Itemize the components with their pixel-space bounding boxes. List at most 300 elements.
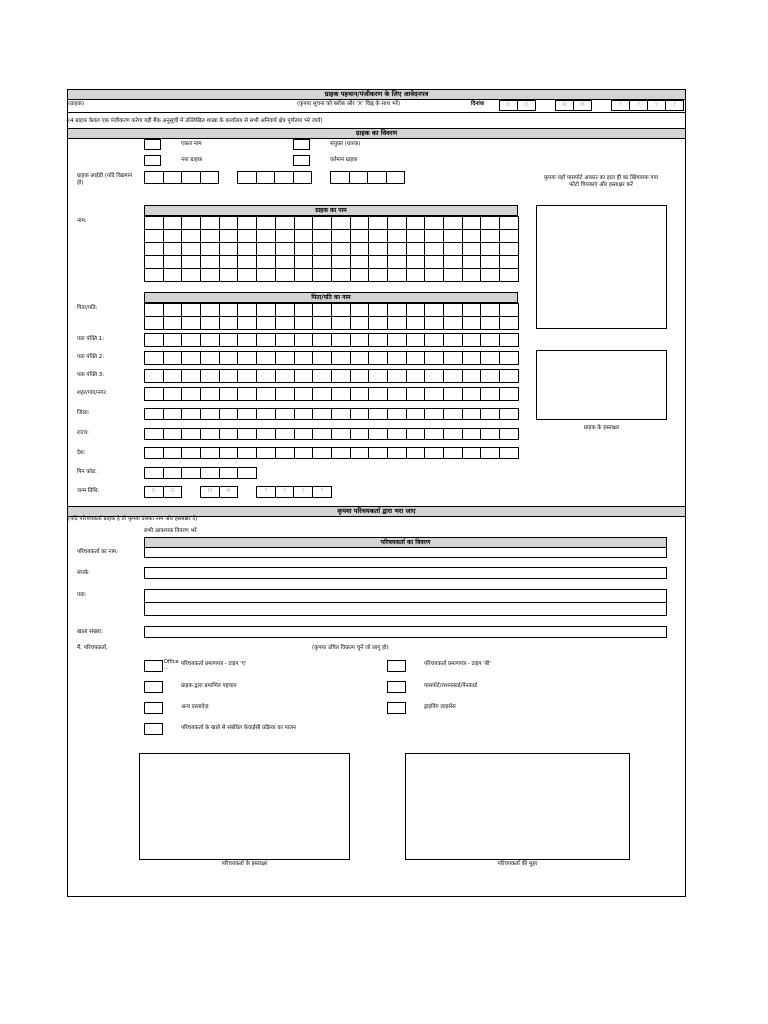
input-box[interactable] [369,352,388,365]
input-box[interactable] [351,409,370,420]
input-box[interactable] [313,269,332,282]
contact-field[interactable] [144,567,667,579]
input-box[interactable] [388,429,407,440]
input-box[interactable]: D [145,487,164,498]
input-box[interactable] [313,334,332,347]
input-box[interactable] [164,370,183,383]
input-box[interactable] [238,352,257,365]
input-box[interactable] [463,388,482,401]
input-box[interactable] [369,370,388,383]
input-box[interactable] [463,429,482,440]
input-box[interactable] [182,230,201,243]
input-box[interactable] [164,269,183,282]
input-box[interactable] [332,317,351,330]
address-line1-boxes[interactable] [144,333,519,347]
input-box[interactable] [164,230,183,243]
input-box[interactable] [481,317,500,330]
input-box[interactable] [276,243,295,256]
input-box[interactable] [444,256,463,269]
input-box[interactable] [388,448,407,459]
signature-box[interactable] [536,350,667,420]
city-boxes[interactable] [144,387,519,401]
input-box[interactable] [295,304,314,317]
input-box[interactable] [201,334,220,347]
input-box[interactable] [220,388,239,401]
input-box[interactable] [295,388,314,401]
input-box[interactable] [295,429,314,440]
father-grid[interactable] [144,303,519,330]
input-box[interactable] [145,388,164,401]
input-box[interactable] [257,352,276,365]
input-box[interactable] [182,370,201,383]
input-box[interactable] [145,217,164,230]
input-box[interactable] [145,370,164,383]
input-box[interactable] [201,230,220,243]
input-box[interactable] [481,334,500,347]
introducer-signature-box[interactable] [139,753,350,860]
input-box[interactable] [257,217,276,230]
input-box[interactable] [313,256,332,269]
existing-customer-checkbox[interactable] [293,155,310,166]
input-box[interactable] [500,243,519,256]
input-box[interactable] [257,370,276,383]
input-box[interactable] [295,217,314,230]
input-box[interactable] [481,370,500,383]
input-box[interactable] [351,304,370,317]
input-box[interactable] [201,256,220,269]
input-box[interactable] [276,334,295,347]
kyc-checkbox[interactable] [144,723,163,735]
input-box[interactable] [481,217,500,230]
input-box[interactable] [257,269,276,282]
input-box[interactable] [332,334,351,347]
input-box[interactable] [313,243,332,256]
input-box[interactable] [425,429,444,440]
input-box[interactable] [238,269,257,282]
input-box[interactable] [369,217,388,230]
input-box[interactable] [257,230,276,243]
input-box[interactable] [220,334,239,347]
input-box[interactable]: Y [648,101,666,111]
input-box[interactable] [463,317,482,330]
input-box[interactable] [276,429,295,440]
input-box[interactable] [351,370,370,383]
input-box[interactable] [444,217,463,230]
input-box[interactable] [407,256,426,269]
input-box[interactable] [444,429,463,440]
input-box[interactable] [425,256,444,269]
input-box[interactable] [407,448,426,459]
other-docs-checkbox[interactable] [144,702,163,714]
single-checkbox[interactable] [144,139,161,150]
input-box[interactable] [388,388,407,401]
input-box[interactable] [444,370,463,383]
input-box[interactable] [276,388,295,401]
input-box[interactable] [500,448,519,459]
input-box[interactable] [201,429,220,440]
input-box[interactable] [313,230,332,243]
input-box[interactable] [425,230,444,243]
input-box[interactable] [332,352,351,365]
input-box[interactable]: D [164,487,183,498]
input-box[interactable] [164,448,183,459]
input-box[interactable] [332,388,351,401]
input-box[interactable] [257,388,276,401]
input-box[interactable] [407,429,426,440]
input-box[interactable] [481,304,500,317]
input-box[interactable] [463,256,482,269]
customer-id-boxes-3[interactable] [330,171,405,184]
input-box[interactable] [407,217,426,230]
input-box[interactable] [444,243,463,256]
input-box[interactable] [463,334,482,347]
input-box[interactable] [182,409,201,420]
input-box[interactable]: M [220,487,239,498]
input-box[interactable] [313,388,332,401]
input-box[interactable] [257,243,276,256]
input-box[interactable] [425,409,444,420]
input-box[interactable]: Y [630,101,648,111]
input-box[interactable] [295,256,314,269]
input-box[interactable]: Y [612,101,630,111]
input-box[interactable] [463,409,482,420]
type-a-checkbox[interactable] [144,660,163,672]
input-box[interactable] [295,317,314,330]
input-box[interactable] [332,256,351,269]
input-box[interactable] [425,352,444,365]
input-box[interactable] [463,243,482,256]
input-box[interactable] [500,304,519,317]
input-box[interactable]: D [500,101,518,111]
input-box[interactable] [500,256,519,269]
input-box[interactable] [145,269,164,282]
input-box[interactable] [295,269,314,282]
input-box[interactable] [220,304,239,317]
input-box[interactable] [351,429,370,440]
input-box[interactable] [425,304,444,317]
district-boxes[interactable] [144,408,519,420]
input-box[interactable]: Y [257,487,276,498]
input-box[interactable] [425,370,444,383]
input-box[interactable] [313,409,332,420]
input-box[interactable] [463,217,482,230]
input-box[interactable] [388,256,407,269]
photo-box[interactable] [536,205,667,329]
input-box[interactable] [164,429,183,440]
input-box[interactable] [164,409,183,420]
input-box[interactable] [351,243,370,256]
input-box[interactable] [313,317,332,330]
input-box[interactable] [145,334,164,347]
input-box[interactable] [201,317,220,330]
introducer-name-field[interactable] [144,547,667,558]
input-box[interactable] [481,448,500,459]
input-box[interactable] [388,269,407,282]
input-box[interactable] [388,334,407,347]
input-box[interactable] [276,370,295,383]
input-box[interactable] [295,334,314,347]
input-box[interactable]: Y [666,101,684,111]
input-box[interactable] [313,370,332,383]
input-box[interactable] [407,388,426,401]
input-box[interactable] [220,256,239,269]
input-box[interactable] [182,269,201,282]
input-box[interactable] [425,269,444,282]
input-box[interactable] [164,388,183,401]
input-box[interactable] [351,334,370,347]
new-customer-checkbox[interactable] [144,155,161,166]
input-box[interactable] [500,370,519,383]
input-box[interactable] [295,243,314,256]
pin-boxes[interactable] [144,467,257,479]
input-box[interactable] [220,409,239,420]
input-box[interactable] [407,317,426,330]
input-box[interactable] [238,243,257,256]
input-box[interactable] [276,304,295,317]
input-box[interactable] [369,256,388,269]
input-box[interactable] [388,317,407,330]
input-box[interactable] [238,304,257,317]
input-box[interactable] [238,334,257,347]
input-box[interactable] [313,352,332,365]
input-box[interactable] [388,230,407,243]
input-box[interactable] [313,448,332,459]
input-box[interactable] [444,269,463,282]
input-box[interactable] [164,317,183,330]
input-box[interactable] [182,352,201,365]
name-grid[interactable] [144,216,519,282]
input-box[interactable] [407,370,426,383]
input-box[interactable] [369,304,388,317]
input-box[interactable] [444,304,463,317]
input-box[interactable] [257,317,276,330]
input-box[interactable] [425,217,444,230]
input-box[interactable] [220,243,239,256]
input-box[interactable] [388,370,407,383]
input-box[interactable] [182,217,201,230]
input-box[interactable] [220,269,239,282]
input-box[interactable] [369,448,388,459]
input-box[interactable] [481,230,500,243]
input-box[interactable] [444,230,463,243]
input-box[interactable] [481,256,500,269]
input-box[interactable] [238,256,257,269]
input-box[interactable] [201,388,220,401]
input-box[interactable] [257,448,276,459]
input-box[interactable] [201,370,220,383]
input-box[interactable] [407,243,426,256]
input-box[interactable] [145,230,164,243]
input-box[interactable] [276,409,295,420]
input-box[interactable] [238,217,257,230]
input-box[interactable] [444,334,463,347]
input-box[interactable] [238,370,257,383]
input-box[interactable]: Y [313,487,332,498]
input-box[interactable]: Y [294,487,313,498]
input-box[interactable] [182,243,201,256]
address-line3-boxes[interactable] [144,369,519,383]
input-box[interactable] [351,448,370,459]
input-box[interactable] [201,448,220,459]
input-box[interactable] [407,352,426,365]
input-box[interactable] [407,334,426,347]
input-box[interactable] [295,352,314,365]
input-box[interactable]: Y [276,487,295,498]
input-box[interactable] [201,304,220,317]
input-box[interactable] [444,388,463,401]
input-box[interactable] [145,409,164,420]
input-box[interactable] [388,304,407,317]
input-box[interactable] [463,370,482,383]
input-box[interactable] [164,256,183,269]
input-box[interactable] [369,409,388,420]
input-box[interactable] [463,230,482,243]
state-boxes[interactable] [144,428,519,440]
input-box[interactable] [295,230,314,243]
input-box[interactable] [351,352,370,365]
input-box[interactable] [351,230,370,243]
input-box[interactable] [276,352,295,365]
input-box[interactable] [463,352,482,365]
input-box[interactable] [351,269,370,282]
input-box[interactable] [500,409,519,420]
input-box[interactable] [201,409,220,420]
input-box[interactable] [145,317,164,330]
input-box[interactable] [481,243,500,256]
introducer-seal-box[interactable] [405,753,630,860]
input-box[interactable] [145,304,164,317]
input-box[interactable] [407,409,426,420]
input-box[interactable] [369,230,388,243]
input-box[interactable] [313,429,332,440]
input-box[interactable] [444,448,463,459]
input-box[interactable] [369,334,388,347]
input-box[interactable] [481,269,500,282]
input-box[interactable] [500,352,519,365]
input-box[interactable] [369,388,388,401]
input-box[interactable] [238,230,257,243]
driving-license-checkbox[interactable] [387,702,406,714]
input-box[interactable] [444,352,463,365]
input-box[interactable] [238,388,257,401]
input-box[interactable] [182,256,201,269]
input-box[interactable] [369,243,388,256]
address-line2-boxes[interactable] [144,351,519,365]
input-box[interactable] [164,304,183,317]
input-box[interactable] [332,370,351,383]
input-box[interactable] [201,352,220,365]
input-box[interactable] [425,334,444,347]
input-box[interactable] [425,243,444,256]
input-box[interactable] [425,317,444,330]
input-box[interactable] [220,448,239,459]
input-box[interactable] [425,388,444,401]
input-box[interactable] [164,334,183,347]
country-boxes[interactable] [144,447,519,459]
input-box[interactable] [201,217,220,230]
input-box[interactable] [220,352,239,365]
input-box[interactable] [388,352,407,365]
input-box[interactable] [276,230,295,243]
input-box[interactable]: M [556,101,574,111]
input-box[interactable] [182,448,201,459]
input-box[interactable] [332,409,351,420]
input-box[interactable] [295,448,314,459]
input-box[interactable] [351,217,370,230]
input-box[interactable] [481,429,500,440]
input-box[interactable] [238,448,257,459]
input-box[interactable] [182,317,201,330]
input-box[interactable] [257,334,276,347]
input-box[interactable] [295,370,314,383]
input-box[interactable] [407,230,426,243]
input-box[interactable] [257,256,276,269]
input-box[interactable] [201,243,220,256]
input-box[interactable] [500,388,519,401]
input-box[interactable] [145,429,164,440]
input-box[interactable] [463,448,482,459]
date-year-boxes[interactable] [611,100,684,111]
input-box[interactable] [332,217,351,230]
input-box[interactable] [500,429,519,440]
input-box[interactable] [238,317,257,330]
input-box[interactable] [332,429,351,440]
input-box[interactable] [182,429,201,440]
date-day-boxes[interactable] [499,100,536,111]
input-box[interactable]: M [201,487,220,498]
input-box[interactable] [164,217,183,230]
input-box[interactable] [220,317,239,330]
customer-id-boxes-1[interactable] [144,171,219,184]
input-box[interactable] [500,269,519,282]
input-box[interactable] [500,317,519,330]
input-box[interactable] [257,429,276,440]
input-box[interactable] [500,334,519,347]
input-box[interactable] [481,409,500,420]
input-box[interactable] [145,256,164,269]
input-box[interactable] [238,429,257,440]
input-box[interactable] [257,409,276,420]
certified-id-checkbox[interactable] [144,681,163,693]
input-box[interactable] [500,217,519,230]
input-box[interactable] [201,269,220,282]
input-box[interactable] [369,269,388,282]
input-box[interactable] [276,317,295,330]
input-box[interactable] [238,409,257,420]
input-box[interactable] [332,243,351,256]
input-box[interactable] [276,217,295,230]
input-box[interactable] [481,388,500,401]
input-box[interactable] [276,269,295,282]
input-box[interactable] [369,317,388,330]
dob-year-boxes[interactable] [256,486,332,498]
input-box[interactable] [145,243,164,256]
input-box[interactable] [425,448,444,459]
input-box[interactable] [145,352,164,365]
input-box[interactable] [351,256,370,269]
input-box[interactable] [313,304,332,317]
input-box[interactable] [220,230,239,243]
input-box[interactable] [182,304,201,317]
input-box[interactable] [407,304,426,317]
input-box[interactable] [164,352,183,365]
dob-month-boxes[interactable] [200,486,238,498]
input-box[interactable] [164,243,183,256]
input-box[interactable] [276,256,295,269]
input-box[interactable] [388,217,407,230]
input-box[interactable] [388,409,407,420]
input-box[interactable] [444,317,463,330]
